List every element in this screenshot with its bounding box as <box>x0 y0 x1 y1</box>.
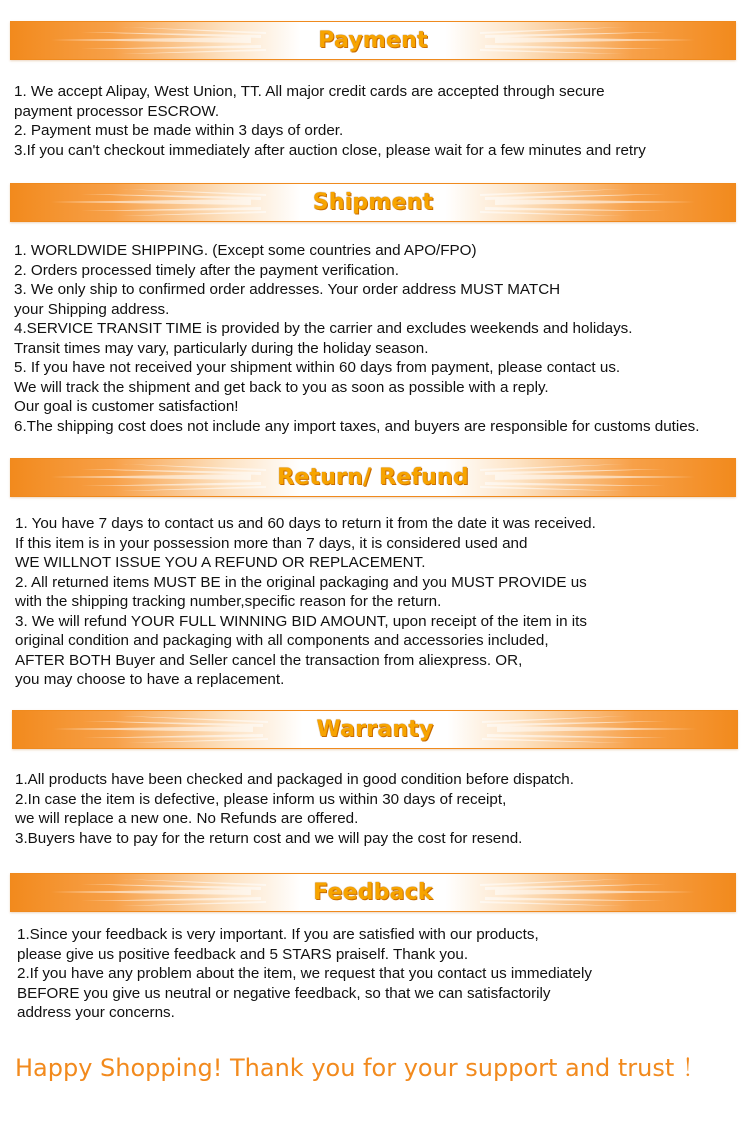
shipment-line: 6.The shipping cost does not include any import taxes, and buyers are responsible for customs duties. <box>14 417 700 435</box>
payment-line: 1. We accept Alipay, West Union, TT. All major credit cards are accepted through secure <box>14 83 605 100</box>
shipment-line: 4.SERVICE TRANSIT TIME is provided by the carrier and excludes weekends and holidays. <box>14 320 633 337</box>
feedback-line: address your concerns. <box>17 1004 175 1021</box>
shipment-line: 3. We only ship to confirmed order addresses. Your order address MUST MATCH <box>14 281 561 298</box>
refund-line: you may choose to have a replacement. <box>15 671 285 688</box>
feedback-line: 2.If you have any problem about the item, we request that you contact us immediately <box>17 965 592 982</box>
shipment-line: 1. WORLDWIDE SHIPPING. (Except some countries and APO/FPO) <box>14 242 477 259</box>
refund-line: 2. All returned items MUST BE in the original packaging and you MUST PROVIDE us <box>15 573 587 591</box>
shipment-title: Shipment <box>312 190 434 215</box>
refund-line: WE WILLNOT ISSUE YOU A REFUND OR REPLACEMENT. <box>15 554 426 571</box>
feedback-line: please give us positive feedback and 5 STARS praiself. Thank you. <box>17 945 469 963</box>
payment-banner <box>10 21 736 60</box>
refund-line: with the shipping tracking number,specific reason for the return. <box>15 593 442 610</box>
feedback-text <box>17 925 592 1023</box>
warranty-line: 3.Buyers have to pay for the return cost and we will pay the cost for resend. <box>15 829 523 847</box>
payment-line: payment processor ESCROW. <box>14 102 220 120</box>
refund-line: 3. We will refund YOUR FULL WINNING BID AMOUNT, upon receipt of the item in its <box>15 612 587 630</box>
payment-text <box>14 82 646 160</box>
feedback-title: Feedback <box>313 880 433 905</box>
refund-line: 1. You have 7 days to contact us and 60 days to return it from the date it was received. <box>15 515 596 532</box>
payment-title: Payment <box>318 28 428 53</box>
warranty-title: Warranty <box>316 717 434 742</box>
refund-line: AFTER BOTH Buyer and Seller cancel the transaction from aliexpress. OR, <box>15 651 523 669</box>
shipment-text <box>14 241 700 436</box>
shipment-line: your Shipping address. <box>14 300 170 318</box>
shipment-line: Transit times may vary, particularly during the holiday season. <box>14 339 429 357</box>
shipment-line: We will track the shipment and get back to you as soon as possible with a reply. <box>14 378 549 396</box>
shipment-line: 5. If you have not received your shipment within 60 days from payment, please contact us. <box>14 359 621 376</box>
feedback-line: 1.Since your feedback is very important. If you are satisfied with our products, <box>17 926 539 943</box>
refund-line: If this item is in your possession more than 7 days, it is considered used and <box>15 534 528 552</box>
warranty-banner <box>12 710 738 749</box>
refund-banner <box>10 458 736 497</box>
closing-message: Happy Shopping! Thank you for your support and trust ！ <box>15 1054 706 1082</box>
feedback-line: BEFORE you give us neutral or negative feedback, so that we can satisfactorily <box>17 984 551 1002</box>
warranty-line: we will replace a new one. No Refunds are offered. <box>15 810 359 827</box>
shipment-line: 2. Orders processed timely after the payment verification. <box>14 261 399 279</box>
warranty-line: 1.All products have been checked and packaged in good condition before dispatch. <box>15 771 574 788</box>
feedback-banner <box>10 873 736 912</box>
warranty-line: 2.In case the item is defective, please inform us within 30 days of receipt, <box>15 790 507 808</box>
shipment-banner <box>10 183 736 222</box>
refund-line: original condition and packaging with all components and accessories included, <box>15 632 549 649</box>
refund-text <box>15 514 596 690</box>
shipment-line: Our goal is customer satisfaction! <box>14 398 239 415</box>
warranty-text <box>15 770 574 848</box>
payment-line: 2. Payment must be made within 3 days of order. <box>14 122 344 139</box>
refund-title: Return/ Refund <box>277 465 469 490</box>
payment-line: 3.If you can't checkout immediately after auction close, please wait for a few minutes and retry <box>14 141 646 159</box>
